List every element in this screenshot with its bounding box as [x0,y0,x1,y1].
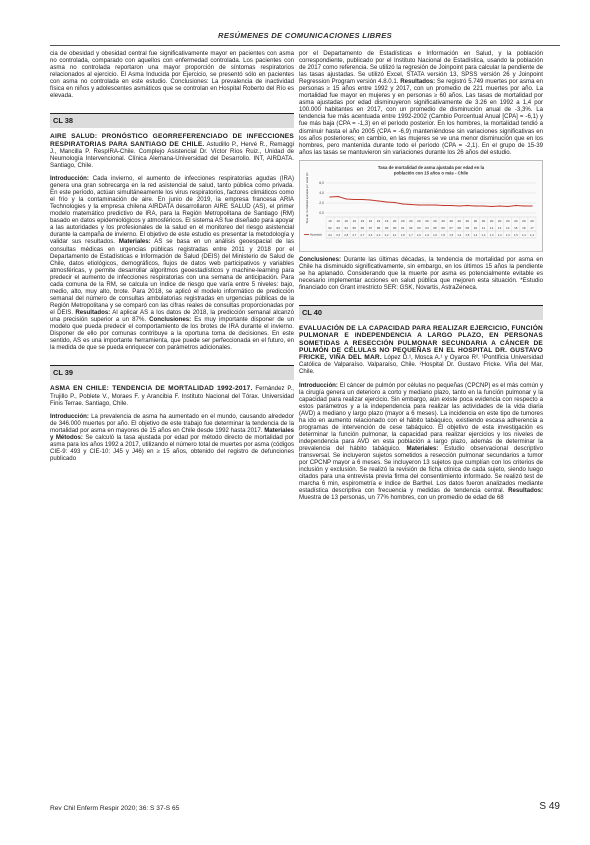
chart-x-tick-label: 19 [384,218,389,223]
chart-data-label: 1,6 [416,232,421,237]
chart-x-tick-label: 19 [344,218,348,223]
chart-point [410,204,411,205]
chart-x-tick-label: 93 [336,225,340,230]
chart-x-tick-label: 06 [441,225,445,230]
section-tag-cl38: CL 38 [50,113,294,128]
chart-x-tick-label: 16 [522,225,526,230]
chart-data-label: 1,5 [513,232,518,237]
chart-data-label: 2,2 [384,232,389,237]
chart-data-label: 1,3 [489,232,494,237]
chart-x-tick-label: 05 [433,225,437,230]
label-conclusiones: Conclusiones: [149,316,192,323]
chart-series-line [330,196,532,206]
label-materiales: Materiales: [118,238,151,246]
chart-x-tick-label: 19 [376,218,381,223]
chart-x-tick-label: 15 [514,225,518,230]
chart-point [338,196,339,197]
label-resultados: Resultados: [508,487,543,495]
chart-data-label: 1,4 [530,232,534,237]
chart-data-label: 1,5 [465,232,470,237]
chart-point [378,200,379,201]
chart-data-label: 1,7 [408,232,413,237]
chart-point [483,205,484,206]
chart-x-tick-label: 20 [449,218,453,223]
chart-point [515,205,516,206]
chart-title: Tasa de mortalidad de asma ajustada por edad en la población con 15 años o más - Chile [377,164,485,176]
mortality-chart [299,160,543,252]
label-resultados: Resultados: [75,308,111,316]
chart-data-label: 1,4 [457,232,462,237]
chart-x-tick-label: 92 [328,225,332,230]
chart-x-tick-label: 20 [401,218,405,223]
chart-x-tick-label: 20 [489,218,494,223]
chart-x-tick-label: 20 [441,218,445,223]
chart-x-tick-label: 13 [497,225,502,230]
chart-x-tick-label: 20 [409,218,413,223]
chart-data-label: 1,4 [521,232,526,237]
chart-data-label: 2,6 [368,232,373,237]
chart-x-tick-label: 12 [489,225,494,230]
chart-data-label: 1,5 [441,232,446,237]
abstract-cl39-conclusions: Conclusiones: Durante las últimas décadas, la tendencia de mortalidad por asma en Chile ha disminuido significativamente, sin embargo, en los últimos 15 años la pendiente se ha aplanado. Considerando que la muerte por asma es potencialmente evitable es necesario implementar acciones en salud pública que mejoren esta situación. *Estudio financiado con Grant irrestricto SER: GSK, Novartis, AstraZeneca. [299,255,543,291]
chart-x-tick-label: 94 [344,225,348,230]
chart-x-tick-label: 00 [392,225,397,230]
chart-point [491,206,492,207]
chart-data-label: 1,4 [481,232,486,237]
chart-point [507,206,508,207]
chart-data-label: 2,4 [376,232,381,237]
chart-point [523,205,524,206]
chart-point [499,205,500,206]
chart-x-tick-label: 01 [401,225,405,230]
chart-y-tick-label: 4,0 [319,190,324,195]
label-materiales-metodos: Materiales y Métodos: [50,426,294,441]
chart-point [370,199,371,200]
chart-x-tick-label: 99 [384,225,389,230]
chart-x-tick-label: 95 [352,225,356,230]
abstract-cl39-body: Introducción: La prevalencia de asma ha aumentado en el mundo, causando alrededor de 346.000 muertes por año. El objetivo de este trabajo fue determinar la tendencia de la mortalidad por asma en mayores de 15 años en Chile desde 1992 hasta 2017. Materiales y Métodos: Se calculó la tasa ajustada por edad por método directo de mortalidad por asma para los años 1992 a 2017, utilizando el número total de muertes por asma (códigos CIE-9: 493 y CIE-10: J45 y J46) en ≥ 15 años, obtenido del registro de defunciones publicado [50,412,294,462]
chart-data-label: 1,4 [473,232,478,237]
chart-y-tick-label: 2,0 [319,200,324,205]
chart-data-label: 3,3 [336,232,341,237]
chart-data-label: 2,8 [344,232,349,237]
label-introduccion: Introducción: [50,175,89,183]
chart-x-tick-label: 04 [425,225,429,230]
previous-abstract-tail: cia de obesidad y obesidad central fue significativamente mayor en pacientes con asma no controlada, comparado con aquellos con enfermedad controlada. Los pacientes con asma no controlada reportaron una mayor proporción de síntomas respiratorios relacionados al ejercicio. El Asma Inducida por Ejercicio, se presentó sólo en pacientes con asma no controlada en este estudio. Conclusiones: La prevalencia de inactividad física en niños y adolescentes asmáticos que se controlan en Hospital Roberto del Río es elevada. [50,50,294,100]
label-materiales: Materiales: [406,444,439,452]
abstract-cl39-continued: por el Departamento de Estadísticas e Información en Salud, y la población correspondiente, publicado por el Instituto Nacional de Estadística, usando la población de 2017 como referencia. Se utilizó la regresión de Joinpoint para calcular la pendiente de las tasas ajustadas. Se utilizó Excel, STATA versión 13, SPSS versión 26 y Joinpoint Regression Program versión 4.8.0.1. Resultados: Se registró 5.749 muertes por asma en personas ≥ 15 años entre 1992 y 2017, con un promedio de 221 muertes por año. La mortalidad fue mayor en mujeres y en personas ≥ 60 años. Las tasas de mortalidad por asma ajustadas por edad disminuyeron significativamente de 3.26 en 1992 a 1,4 por 100.000 habitantes en 2017, con un promedio de disminución anual de -3,3%. La tendencia fue más acentuada entre 1992-2002 (Cambio Porcentual Anual [CPA] = -6,1) y fue más baja (CPA = -1,3) en el período posterior. En los hombres, la mortalidad tendió a disminuir hasta el año 2005 (CPA = -6,9) manteniéndose sin variaciones significativas en los años posteriores; en cambio, en las mujeres se ve una menor disminución que en los hombres, pero mantenida durante todo el período (CPA = -2,1). En el grupo de 15-39 años las tasas se mantuvieron sin variaciones durante los 26 años del estudio. [299,50,543,156]
abstract-cl38-heading [50,133,294,169]
chart-x-tick-label: 20 [530,218,534,223]
chart-point [451,205,452,206]
chart-x-tick-label: 20 [481,218,486,223]
chart-data-label: 2,7 [352,232,357,237]
chart-point [475,205,476,206]
abstract-cl39-title: ASMA EN CHILE: TENDENCIA DE MORTALIDAD 1992-2017. [50,385,253,393]
chart-x-tick-label: 20 [417,218,421,223]
chart-x-tick-label: 19 [352,218,356,223]
chart-data-label: 1,5 [449,232,454,237]
chart-data-label: 1,4 [497,232,502,237]
chart-x-tick-label: 03 [417,225,421,230]
chart-point [354,199,355,200]
abstract-cl39-heading [50,385,294,406]
chart-x-tick-label: 19 [368,218,373,223]
label-resultados: Resultados: [400,78,436,86]
chart-point [426,204,427,205]
left-column [50,50,294,462]
chart-ylabel: Tasa de mortalidad ajustada por edad (x1 [305,171,309,224]
chart-point [459,205,460,206]
chart-y-tick-label: 0,0 [319,210,324,215]
chart-point [394,202,395,203]
chart-x-tick-label: 10 [473,225,478,230]
chart-point [329,196,330,197]
chart-x-tick-label: 19 [336,218,340,223]
chart-x-tick-label: 19 [360,218,365,223]
abstract-cl40-body: Introducción: El cáncer de pulmón por células no pequeñas (CPCNP) es el más común y la cirugía genera un deterioro a corto y mediano plazo, tanto en la función pulmonar y la capacidad para realizar ejercicio. Sin embargo, aún existe poca evidencia con respecto a estos parámetros y a la independencia para realizar las actividades de la vida diaria (AVD) a mediano y largo plazo (mayor a 6 meses). La incidencia en este tipo de tumores ha ido en aumento relacionado con el hábito tabáquico, existiendo escasa adherencia a programas de intervención de cese tabáquico. El objetivo de esta investigación es determinar la función pulmonar, la capacidad para realizar ejercicios y los niveles de independencia para AVD en esta población a largo plazo, además de determinar la prevalencia del hábito tabáquico. Materiales: Estudio observacional descriptivo transversal. Se incluyeron sujetos sometidos a resección pulmonar secundarios a tumor por CPCNP mayor a 6 meses. Se incluyeron 13 sujetos que cumplían con los criterios de inclusión y exclusión. Se realizó la revisión de ficha clínica de cada sujeto, siendo luego citados para una entrevista previa firma del consentimiento informado. Se realizó test de marcha 6 min, espirometría e índice de Barthel. Los datos fueron analizados mediante estadística descriptiva con frecuencia y medidas de tendencia central. Resultados: Muestra de 13 personas, un 77% hombres, con un promedio de edad de 68 [299,381,543,502]
chart-x-tick-label: 20 [465,218,470,223]
abstract-cl39-authors: Fernández P., Trujillo P., Poblete V., Moraes F. y Arancibia F. Instituto Nacional del Tórax. Universidad Finis Terrae. Santiago, Chile. [50,385,294,407]
abstract-cl38-body: Introducción: Cada invierno, el aumento de infecciones respiratorias agudas (IRA) genera una gran sobrecarga en la red asistencial de salud, tanto pública como privada. En este período, actúan simultáneamente los virus respiratorios, factores climáticos como el frío y la contaminación de aire. En junio de 2019, la empresa francesa ARIA Technologies y la empresa chilena AIRDATA desarrollaron AIRE SALUD (AS), el primer modelo matemático predictivo de IRA, para la Región Metropolitana de Santiago (RM) basado en datos epidemiológicos y atmosféricos. El sistema AS fue diseñado para apoyar a las autoridades y los profesionales de la salud en el monitoreo del riesgo asistencial durante la campaña de invierno. El objetivo de este estudio es presentar la metodología y validar sus resultados. Materiales: AS se basa en un análisis geoespacial de las consultas médicas en urgencias públicas registradas entre 2011 y 2018 por el Departamento de Estadísticas e Información de Salud (DEIS) del Ministerio de Salud de Chile, datos etiológicos, demográficos, flujos de datos web participativos y variables atmosféricas, y permite desarrollar algoritmos geoestadísticos y machine-learning para predecir el aumento de infecciones respiratorias con una semana de anticipación. Para cada comuna de la RM, se calcula un índice de riesgo que varía entre 5 niveles: bajo, medio, alto, muy alto, brote. Para 2018, se aplicó el modelo informático de predicción semanal del número de consultas ambulatorias registradas en urgencias públicas de la Región Metropolitana y se comparó con las cifras reales de consultas proporcionadas por el DEIS. Resultados: Al aplicar AS a los datos de 2018, la predicción semanal alcanzó una precisión superior a un 87%. Conclusiones: Es muy importante disponer de un modelo que pueda predecir el comportamiento de los brotes de IRA durante el invierno. Disponer de ello por comunas contribuye a la oportuna toma de decisiones. En este sentido, AS es una importante herramienta, que puede ser perfeccionada en el futuro, en la medida de que se pueda enriquecer con parámetros adicionales. [50,175,294,352]
chart-x-tick-label: 09 [465,225,470,230]
chart-data-label: 1,6 [425,232,429,237]
chart-x-tick-label: 07 [449,225,453,230]
chart-x-tick-label: 20 [506,218,510,223]
section-tag-cl40: CL 40 [299,305,543,320]
chart-legend-label: Ajustado [310,232,323,237]
chart-x-tick-label: 20 [514,218,518,223]
mortality-chart-svg [300,161,542,251]
chart-x-tick-label: 20 [392,218,397,223]
chart-data-label: 1,3 [505,232,510,237]
chart-x-tick-label: 11 [481,225,486,230]
header-rule [50,45,560,46]
chart-point [386,201,387,202]
chart-point [434,204,435,205]
chart-data-label: 3,2 [328,232,332,237]
chart-x-tick-label: 19 [328,218,332,223]
journal-citation: Rev Chil Enferm Respir 2020; 36: S 37-S 65 [50,805,180,812]
abstract-cl40-authors: López D.¹, Mosca A.¹ y Oyarce R². ¹Pontificia Universidad Católica de Valparaíso. Valparaíso, Chile. ²Hospital Dr. Gustavo Fricke. Viña del Mar, Chile. [299,354,543,376]
chart-x-tick-label: 20 [425,218,429,223]
chart-point [531,205,532,206]
right-column [299,50,543,501]
chart-data-label: 2,7 [360,232,365,237]
label-introduccion: Introducción: [50,412,89,420]
chart-point [418,204,419,205]
chart-point [443,205,444,206]
chart-data-label: 2,1 [392,232,397,237]
abstract-cl38-authors: Astudillo P., Hervé R., Remaggi J., Mancilla P. RespIRA-Chile. Complejo Asistencial Dr. Víctor Ríos Ruiz., Unidad de Neumología Intervencional. Clínica Alemana-Universidad del Desarrollo. INT, AIRDATA. Santiago, Chile. [50,140,294,170]
running-header: RESÚMENES DE COMUNICACIONES LIBRES [218,31,392,40]
chart-x-tick-label: 97 [368,225,373,230]
chart-point [346,198,347,199]
section-tag-cl39: CL 39 [50,365,294,380]
chart-x-tick-label: 20 [457,218,461,223]
chart-x-tick-label: 20 [433,218,437,223]
abstract-cl40-heading [299,325,543,376]
chart-x-tick-label: 98 [376,225,381,230]
chart-x-tick-label: 17 [530,225,534,230]
chart-x-tick-label: 96 [360,225,365,230]
chart-point [467,205,468,206]
chart-x-tick-label: 08 [457,225,461,230]
chart-x-tick-label: 02 [409,225,413,230]
chart-point [362,199,363,200]
abstract-cl38-title: AIRE SALUD: PRONÓSTICO GEORREFERENCIADO DE INFECCIONES RESPIRATORIAS PARA SANTIAGO DE CHILE. [50,133,294,148]
abstract-cl40-title: EVALUACIÓN DE LA CAPACIDAD PARA REALIZAR EJERCICIO, FUNCIÓN PULMONAR E INDEPENDENCIA A LARGO PLAZO, EN PERSONAS SOMETIDAS A RESECCIÓN PULMONAR SECUNDARIA A CÁNCER DE PULMÓN DE CÉLULAS NO PEQUEÑAS EN EL HOSPITAL DR. GUSTAVO FRICKE, VIÑA DEL MAR. [299,324,543,362]
label-conclusiones: Conclusiones: [299,255,341,263]
chart-x-tick-label: 20 [473,218,478,223]
chart-x-tick-label: 20 [522,218,526,223]
label-introduccion: Introducción: [299,381,338,389]
page-number: S 49 [539,801,560,812]
chart-point [402,203,403,204]
chart-y-tick-label: 6,0 [319,180,324,185]
chart-x-tick-label: 14 [506,225,510,230]
chart-data-label: 1,8 [400,232,405,237]
chart-x-tick-label: 20 [497,218,502,223]
chart-data-label: 1,6 [433,232,437,237]
